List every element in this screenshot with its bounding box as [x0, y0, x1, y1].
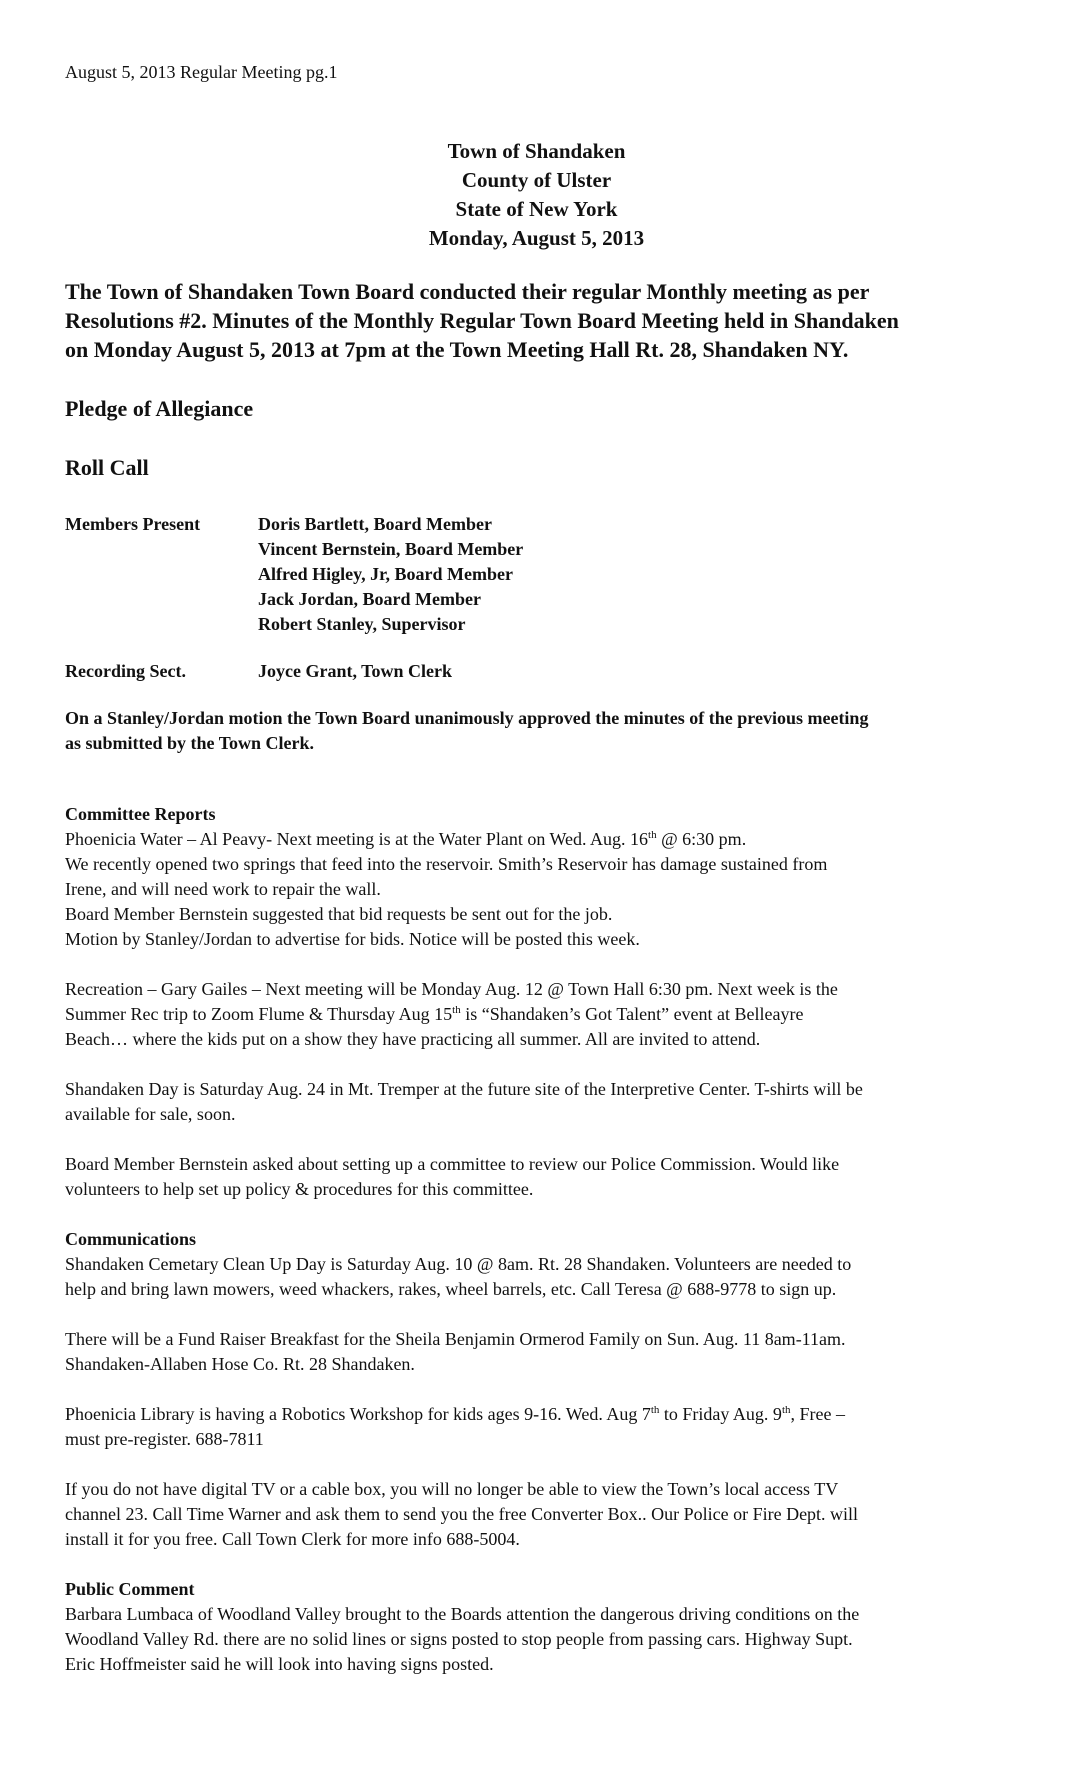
- report-line: Motion by Stanley/Jordan to advertise for bids. Notice will be posted this week.: [65, 929, 640, 949]
- recreation-report: [65, 977, 1008, 1052]
- minutes-approval-motion: [65, 706, 1008, 756]
- committee-reports-heading: Committee Reports: [65, 804, 216, 824]
- notice-line: There will be a Fund Raiser Breakfast for the Sheila Benjamin Ormerod Family on Sun. Aug. 11 8am-11am.: [65, 1329, 846, 1349]
- report-line: Irene, and will need work to repair the wall.: [65, 879, 381, 899]
- notice-line: Shandaken Cemetary Clean Up Day is Saturday Aug. 10 @ 8am. Rt. 28 Shandaken. Volunteers are needed to: [65, 1254, 852, 1274]
- report-line: We recently opened two springs that feed into the reservoir. Smith’s Reservoir has damage sustained from: [65, 854, 828, 874]
- police-commission-report: [65, 1152, 1008, 1202]
- comment-line: Barbara Lumbaca of Woodland Valley brought to the Boards attention the dangerous driving conditions on the: [65, 1604, 860, 1624]
- communications-heading: Communications: [65, 1229, 197, 1249]
- notice-line: Phoenicia Library is having a Robotics Workshop for kids ages 9-16. Wed. Aug 7th to Friday Aug. 9th, Free –: [65, 1404, 845, 1424]
- intro-line: on Monday August 5, 2013 at 7pm at the Town Meeting Hall Rt. 28, Shandaken NY.: [65, 337, 849, 362]
- digital-tv-notice: [65, 1477, 1008, 1552]
- pledge-heading: Pledge of Allegiance: [65, 396, 254, 421]
- roll-call-heading: Roll Call: [65, 455, 149, 480]
- title-date: Monday, August 5, 2013: [428, 226, 645, 250]
- member-name: Robert Stanley, Supervisor: [258, 614, 466, 634]
- title-town: Town of Shandaken: [447, 139, 626, 163]
- notice-line: Shandaken-Allaben Hose Co. Rt. 28 Shandaken.: [65, 1354, 415, 1374]
- recording-label: Recording Sect.: [65, 661, 186, 681]
- title-state: State of New York: [455, 197, 618, 221]
- member-name: Alfred Higley, Jr, Board Member: [258, 564, 513, 584]
- report-line: Board Member Bernstein suggested that bid requests be sent out for the job.: [65, 904, 613, 924]
- public-comment-heading: Public Comment: [65, 1579, 195, 1599]
- document-title: [65, 137, 1008, 253]
- phoenicia-water-report: [65, 827, 1008, 952]
- page-header: August 5, 2013 Regular Meeting pg.1: [65, 62, 338, 82]
- comment-line: Woodland Valley Rd. there are no solid lines or signs posted to stop people from passing cars. Highway Supt.: [65, 1629, 853, 1649]
- intro-line: The Town of Shandaken Town Board conducted their regular Monthly meeting as per: [65, 279, 870, 304]
- members-present: [65, 512, 1008, 637]
- shandaken-day-report: [65, 1077, 1008, 1127]
- report-line: available for sale, soon.: [65, 1104, 236, 1124]
- member-name: Doris Bartlett, Board Member: [258, 514, 492, 534]
- comment-line: Eric Hoffmeister said he will look into having signs posted.: [65, 1654, 494, 1674]
- recording-name: Joyce Grant, Town Clerk: [258, 661, 453, 681]
- report-line: Phoenicia Water – Al Peavy- Next meeting is at the Water Plant on Wed. Aug. 16th @ 6:30 pm.: [65, 829, 747, 849]
- cemetery-cleanup-notice: [65, 1252, 1008, 1302]
- report-line: Shandaken Day is Saturday Aug. 24 in Mt. Tremper at the future site of the Interpretive Center. T-shirts will be: [65, 1079, 863, 1099]
- motion-line: On a Stanley/Jordan motion the Town Board unanimously approved the minutes of the previous meeting: [65, 708, 869, 728]
- members-list: [258, 512, 523, 637]
- notice-line: help and bring lawn mowers, weed whackers, rakes, wheel barrels, etc. Call Teresa @ 688-9778 to sign up.: [65, 1279, 837, 1299]
- report-line: Beach… where the kids put on a show they have practicing all summer. All are invited to attend.: [65, 1029, 761, 1049]
- fundraiser-breakfast-notice: [65, 1327, 1008, 1377]
- report-line: Recreation – Gary Gailes – Next meeting will be Monday Aug. 12 @ Town Hall 6:30 pm. Next week is the: [65, 979, 838, 999]
- notice-line: must pre-register. 688-7811: [65, 1429, 264, 1449]
- notice-line: channel 23. Call Time Warner and ask them to send you the free Converter Box.. Our Police or Fire Dept. will: [65, 1504, 859, 1524]
- notice-line: If you do not have digital TV or a cable box, you will no longer be able to view the Town’s local access TV: [65, 1479, 839, 1499]
- library-workshop-notice: [65, 1402, 1008, 1452]
- recording-secretary: [65, 659, 1008, 684]
- report-line: Summer Rec trip to Zoom Flume & Thursday Aug 15th is “Shandaken’s Got Talent” event at Belleayre: [65, 1004, 804, 1024]
- notice-line: install it for you free. Call Town Clerk for more info 688-5004.: [65, 1529, 520, 1549]
- title-county: County of Ulster: [461, 168, 612, 192]
- members-present-label: Members Present: [65, 514, 201, 534]
- motion-line: as submitted by the Town Clerk.: [65, 733, 315, 753]
- report-line: Board Member Bernstein asked about setting up a committee to review our Police Commission. Would like: [65, 1154, 840, 1174]
- intro-paragraph: [65, 277, 1008, 364]
- member-name: Jack Jordan, Board Member: [258, 589, 481, 609]
- public-comment-text: [65, 1602, 1008, 1677]
- intro-line: Resolutions #2. Minutes of the Monthly Regular Town Board Meeting held in Shandaken: [65, 308, 899, 333]
- member-name: Vincent Bernstein, Board Member: [258, 539, 524, 559]
- report-line: volunteers to help set up policy & procedures for this committee.: [65, 1179, 534, 1199]
